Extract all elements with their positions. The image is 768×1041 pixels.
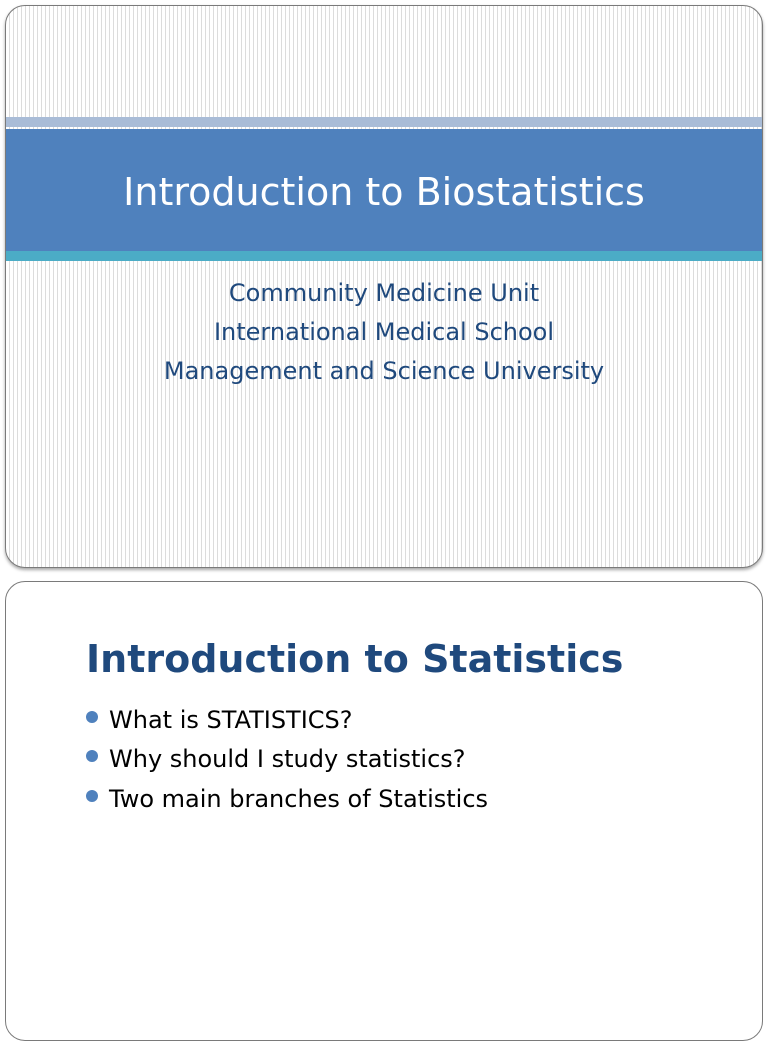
bullet-dot-icon bbox=[86, 790, 98, 802]
bullet-text: Why should I study statistics? bbox=[109, 745, 466, 774]
slide-heading: Introduction to Statistics bbox=[86, 637, 624, 681]
bullet-dot-icon bbox=[86, 711, 98, 723]
title-band-top-stripe bbox=[6, 117, 762, 127]
list-item bbox=[86, 700, 488, 740]
bullet-list bbox=[86, 700, 488, 819]
slide-subtitle bbox=[6, 274, 762, 391]
bullet-text: What is STATISTICS? bbox=[109, 705, 353, 734]
bullet-dot-icon bbox=[86, 750, 98, 762]
title-slide bbox=[5, 5, 763, 568]
subtitle-line: Community Medicine Unit bbox=[228, 279, 540, 307]
title-band bbox=[6, 129, 762, 251]
list-item bbox=[86, 740, 488, 780]
title-band-bottom-stripe bbox=[6, 251, 762, 261]
content-slide bbox=[5, 581, 763, 1041]
subtitle-line: International Medical School bbox=[213, 318, 555, 346]
list-item bbox=[86, 779, 488, 819]
bullet-text: Two main branches of Statistics bbox=[109, 784, 489, 813]
slide-title: Introduction to Biostatistics bbox=[123, 170, 645, 214]
subtitle-line: Management and Science University bbox=[163, 357, 605, 385]
